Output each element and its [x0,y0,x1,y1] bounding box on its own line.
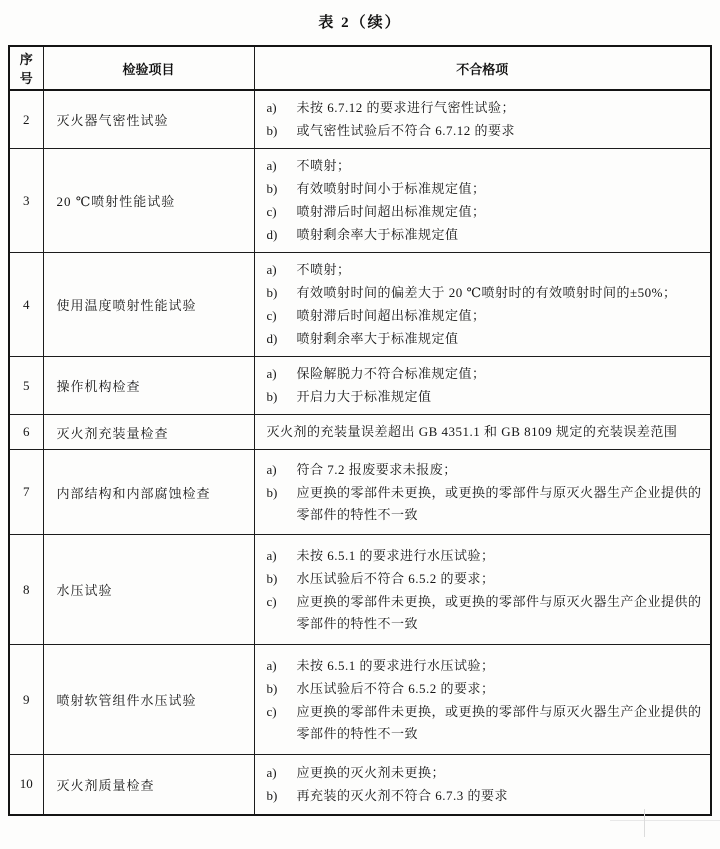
defect-line [267,655,703,677]
defect-line [267,201,703,223]
table-header [9,46,711,90]
row-number: 8 [9,535,43,645]
defect-text: 应更换的灭火剂未更换； [296,764,446,780]
inspection-item: 20 ℃喷射性能试验 [43,149,254,253]
defect-list [254,357,711,415]
defect-label: a) [266,461,277,477]
defect-label: b) [266,570,278,586]
defect-list [254,90,711,149]
defect-line [267,386,703,408]
defect-text: 开启力大于标准规定值 [296,389,432,404]
defect-line [267,482,703,526]
row-number: 7 [9,450,43,535]
scan-artifact-line [644,809,645,837]
defect-text: 再充装的灭火剂不符合 6.7.3 的要求 [296,787,509,803]
defect-list [254,415,711,450]
inspection-item: 水压试验 [43,535,254,645]
defect-line [267,591,703,635]
table-row [9,755,711,815]
defect-text: 应更换的零部件未更换，或更换的零部件与原灭火器生产企业提供的零部件的特性不一致 [296,593,702,631]
defect-list [254,253,711,357]
defect-label: b) [266,389,278,404]
table-row [9,450,711,535]
defect-line [267,259,703,281]
table-title: 表 2（续） [318,15,402,31]
defect-label: c) [266,593,277,609]
defect-label: b) [266,181,278,196]
column-header-item: 检验项目 [43,46,254,90]
defect-list [254,450,711,535]
defect-text: 有效喷射时间小于标准规定值； [296,181,486,196]
table-row [9,415,711,450]
defect-text: 应更换的零部件未更换，或更换的零部件与原灭火器生产企业提供的零部件的特性不一致 [296,484,702,522]
row-number: 5 [9,357,43,415]
row-number: 6 [9,415,43,450]
defect-list [254,535,711,645]
defect-text: 或气密性试验后不符合 6.7.12 的要求 [296,123,516,138]
defect-text: 水压试验后不符合 6.5.2 的要求； [296,680,495,696]
defect-line [267,545,703,567]
defect-line [267,678,703,700]
row-number: 10 [9,755,43,815]
defect-line [267,224,703,246]
defect-label: c) [266,703,277,719]
defect-text: 应更换的零部件未更换，或更换的零部件与原灭火器生产企业提供的零部件的特性不一致 [296,703,702,741]
row-number: 9 [9,645,43,755]
defect-line [267,97,703,119]
defect-label: c) [266,308,277,323]
table-row [9,90,711,149]
defect-line [267,363,703,385]
table-row [9,149,711,253]
defect-label: b) [266,787,278,803]
table-row [9,253,711,357]
inspection-item: 操作机构检查 [43,357,254,415]
defect-text: 不喷射； [296,262,351,277]
inspection-item: 喷射软管组件水压试验 [43,645,254,755]
inspection-item: 灭火剂充装量检查 [43,415,254,450]
defect-label: c) [266,204,277,219]
table-body [9,90,711,815]
defect-label: b) [266,484,278,500]
row-number: 2 [9,90,43,149]
row-number: 3 [9,149,43,253]
row-number: 4 [9,253,43,357]
inspection-item: 内部结构和内部腐蚀检查 [43,450,254,535]
defect-line [267,155,703,177]
defect-text: 符合 7.2 报废要求未报废； [296,461,457,477]
defect-label: a) [266,657,277,673]
scan-artifact-line [610,820,720,821]
defect-text: 喷射滞后时间超出标准规定值； [296,204,486,219]
defect-text: 未按 6.5.1 的要求进行水压试验； [296,547,495,563]
defect-line [267,459,703,481]
defect-label: a) [266,366,277,381]
defect-line [267,178,703,200]
defect-line [267,568,703,590]
defect-label: d) [266,331,278,346]
inspection-item: 灭火器气密性试验 [43,90,254,149]
inspection-item: 灭火剂质量检查 [43,755,254,815]
defect-text: 喷射滞后时间超出标准规定值； [296,308,486,323]
table-row [9,535,711,645]
table-row [9,357,711,415]
defect-line [267,282,703,304]
defect-text: 未按 6.7.12 的要求进行气密性试验； [296,100,516,115]
defect-text: 保险解脱力不符合标准规定值； [296,366,486,381]
defect-list [254,755,711,815]
defect-text: 灭火剂的充装量误差超出 GB 4351.1 和 GB 8109 规定的充装误差范围 [266,424,678,439]
defect-line [267,328,703,350]
defect-label: a) [266,158,277,173]
defect-line [267,762,703,784]
defect-line [267,785,703,807]
defect-text: 不喷射； [296,158,351,173]
defect-label: d) [266,227,278,242]
defect-line [267,120,703,142]
defect-label: a) [266,262,277,277]
defect-label: b) [266,680,278,696]
column-header-defects: 不合格项 [254,46,711,90]
defect-text: 喷射剩余率大于标准规定值 [296,331,459,346]
defect-text: 未按 6.5.1 的要求进行水压试验； [296,657,495,673]
defect-label: a) [266,764,277,780]
defect-text: 水压试验后不符合 6.5.2 的要求； [296,570,495,586]
defect-label: a) [266,100,277,115]
header-row [9,46,711,90]
defect-label: a) [266,547,277,563]
defect-label: b) [266,285,278,300]
inspection-item: 使用温度喷射性能试验 [43,253,254,357]
defect-list [254,149,711,253]
defect-line [267,305,703,327]
inspection-table [8,45,712,816]
column-header-no: 序号 [9,46,43,90]
defect-line [267,421,703,443]
defect-list [254,645,711,755]
defect-line [267,701,703,745]
defect-text: 有效喷射时间的偏差大于 20 ℃喷射时的有效喷射时间的±50%； [296,285,677,300]
table-row [9,645,711,755]
defect-text: 喷射剩余率大于标准规定值 [296,227,459,242]
defect-label: b) [266,123,278,138]
